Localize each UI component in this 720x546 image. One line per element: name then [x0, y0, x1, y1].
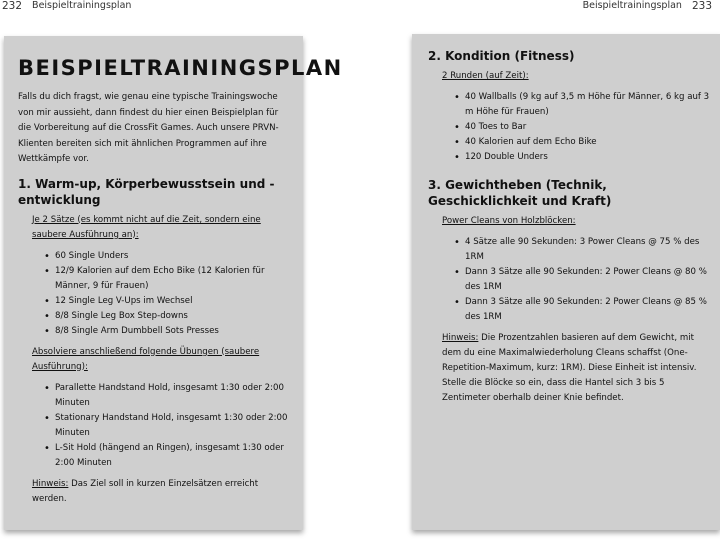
- section-3-subheading: Power Cleans von Holzblöcken:: [442, 216, 576, 226]
- section-1-title: 1. Warm-up, Körperbewusstsein und -entwicklung: [18, 176, 275, 207]
- left-note: [32, 477, 289, 507]
- list-item: • Dann 3 Sätze alle 90 Sekunden: 2 Power Cleans @ 80 % des 1RM: [454, 265, 710, 295]
- right-running-title: Beispieltrainingsplan: [582, 0, 682, 11]
- section-3-title: 3. Gewichtheben (Technik, Geschicklichkeit und Kraft): [428, 178, 612, 208]
- list-item: • 8/8 Single Arm Dumbbell Sots Presses: [44, 324, 289, 339]
- section-2-list: [454, 90, 710, 165]
- note-text: Die Prozentzahlen basieren auf dem Gewicht, mit dem du eine Maximalwiederholung Cleans schaffst (One-Repetition-Maximum, kurz: 1RM). Diese Einheit ist intensiv. Stelle die Blöcke so ein, dass die Hantel sich 3 bis 5 Zentimeter oberhalb deiner Knie befindet.: [442, 333, 697, 403]
- list-item: • Parallette Handstand Hold, insgesamt 1:30 oder 2:00 Minuten: [44, 381, 289, 411]
- right-page-header: [583, 0, 712, 12]
- note-label: Hinweis:: [442, 333, 479, 343]
- section-2-title: 2. Kondition (Fitness): [428, 49, 575, 63]
- list-item: • 12 Single Leg V-Ups im Wechsel: [44, 294, 289, 309]
- list-item: • L-Sit Hold (hängend an Ringen), insgesamt 1:30 oder 2:00 Minuten: [44, 441, 289, 471]
- list-item: • 12/9 Kalorien auf dem Echo Bike (12 Kalorien für Männer, 9 für Frauen): [44, 264, 289, 294]
- intro-paragraph: Falls du dich fragst, wie genau eine typische Trainingswoche von mir aussieht, dann findest du hier einen Beispielplan für die Vorbereitung auf die CrossFit Games. Auch unsere PRVN-Klienten bereiten sich mit ähnlichen Programmen auf ihre Wettkämpfe vor.: [18, 92, 279, 164]
- list-item: • Dann 3 Sätze alle 90 Sekunden: 2 Power Cleans @ 85 % des 1RM: [454, 295, 710, 325]
- list-item: • Stationary Handstand Hold, insgesamt 1:30 oder 2:00 Minuten: [44, 411, 289, 441]
- section-2-subheading: 2 Runden (auf Zeit):: [442, 71, 529, 81]
- list-item: • 40 Wallballs (9 kg auf 3,5 m Höhe für Männer, 6 kg auf 3 m Höhe für Frauen): [454, 90, 710, 120]
- section-1-subheading: Je 2 Sätze (es kommt nicht auf die Zeit, sondern eine saubere Ausführung an):: [32, 214, 261, 240]
- section-1-subheading-2: Absolviere anschließend folgende Übungen (saubere Ausführung):: [32, 346, 260, 372]
- right-note: [442, 331, 710, 406]
- note-text: Das Ziel soll in kurzen Einzelsätzen erreicht werden.: [32, 478, 259, 504]
- left-page-number: 232: [2, 0, 23, 12]
- list-item: • 40 Toes to Bar: [454, 120, 710, 135]
- left-running-title: Beispieltrainingsplan: [32, 0, 132, 11]
- right-page-card: [412, 34, 720, 530]
- left-page-card: [4, 36, 343, 530]
- list-item: • 60 Single Unders: [44, 249, 289, 264]
- section-1-list-2: [44, 381, 289, 471]
- left-page-header: [2, 0, 131, 12]
- list-item: • 120 Double Unders: [454, 150, 710, 165]
- section-1-list: [44, 249, 289, 339]
- list-item: • 4 Sätze alle 90 Sekunden: 3 Power Cleans @ 75 % des 1RM: [454, 235, 710, 265]
- list-item: • 40 Kalorien auf dem Echo Bike: [454, 135, 710, 150]
- page-title: BEISPIELTRAININGSPLAN: [18, 56, 343, 80]
- section-3-list: [454, 235, 710, 325]
- list-item: • 8/8 Single Leg Box Step-downs: [44, 309, 289, 324]
- right-page-number: 233: [691, 0, 712, 12]
- note-label: Hinweis:: [32, 478, 69, 489]
